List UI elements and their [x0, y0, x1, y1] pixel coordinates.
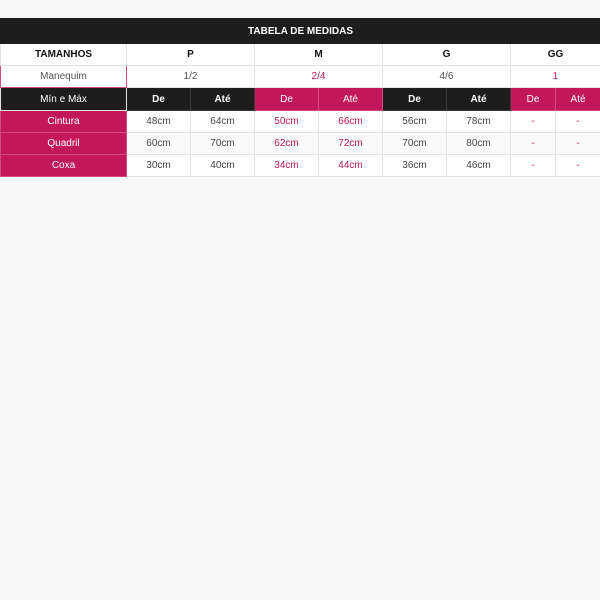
- mannequin-m: 2/4: [255, 66, 383, 88]
- table-cell: 72cm: [319, 133, 383, 155]
- table-cell: 44cm: [319, 155, 383, 177]
- max-header-g: Até: [447, 88, 511, 111]
- table-row: [1, 155, 600, 177]
- table-cell: 80cm: [447, 133, 511, 155]
- minmax-label: Mín e Máx: [1, 88, 127, 111]
- table-cell: -: [511, 111, 556, 133]
- table-cell: -: [556, 133, 600, 155]
- table-cell: 30cm: [127, 155, 191, 177]
- min-header-m: De: [255, 88, 319, 111]
- measurements-table: [0, 18, 600, 177]
- table-cell: 36cm: [383, 155, 447, 177]
- table-cell: 56cm: [383, 111, 447, 133]
- mannequin-label: Manequim: [1, 66, 127, 88]
- max-header-gg: Até: [556, 88, 600, 111]
- max-header-p: Até: [191, 88, 255, 111]
- table-cell: -: [556, 111, 600, 133]
- table-row: [1, 111, 600, 133]
- sizes-header: TAMANHOS: [1, 44, 127, 66]
- table-cell: 40cm: [191, 155, 255, 177]
- table-cell: -: [556, 155, 600, 177]
- row-label-coxa: Coxa: [1, 155, 127, 177]
- size-p: P: [127, 44, 255, 66]
- row-label-quadril: Quadril: [1, 133, 127, 155]
- table-cell: 34cm: [255, 155, 319, 177]
- size-gg: GG: [511, 44, 600, 66]
- min-header-g: De: [383, 88, 447, 111]
- table-cell: 50cm: [255, 111, 319, 133]
- table-cell: 60cm: [127, 133, 191, 155]
- mannequin-p: 1/2: [127, 66, 255, 88]
- table-cell: 62cm: [255, 133, 319, 155]
- size-m: M: [255, 44, 383, 66]
- table-cell: 78cm: [447, 111, 511, 133]
- table-cell: 70cm: [383, 133, 447, 155]
- table-cell: 64cm: [191, 111, 255, 133]
- table-title: TABELA DE MEDIDAS: [1, 19, 600, 44]
- row-label-cintura: Cintura: [1, 111, 127, 133]
- size-g: G: [383, 44, 511, 66]
- max-header-m: Até: [319, 88, 383, 111]
- table-cell: 48cm: [127, 111, 191, 133]
- table-cell: 70cm: [191, 133, 255, 155]
- mannequin-g: 4/6: [383, 66, 511, 88]
- table-row: [1, 133, 600, 155]
- table-cell: -: [511, 155, 556, 177]
- table-cell: 46cm: [447, 155, 511, 177]
- table-cell: -: [511, 133, 556, 155]
- min-header-gg: De: [511, 88, 556, 111]
- size-chart: [0, 18, 600, 177]
- mannequin-gg: 1: [511, 66, 600, 88]
- table-cell: 66cm: [319, 111, 383, 133]
- min-header-p: De: [127, 88, 191, 111]
